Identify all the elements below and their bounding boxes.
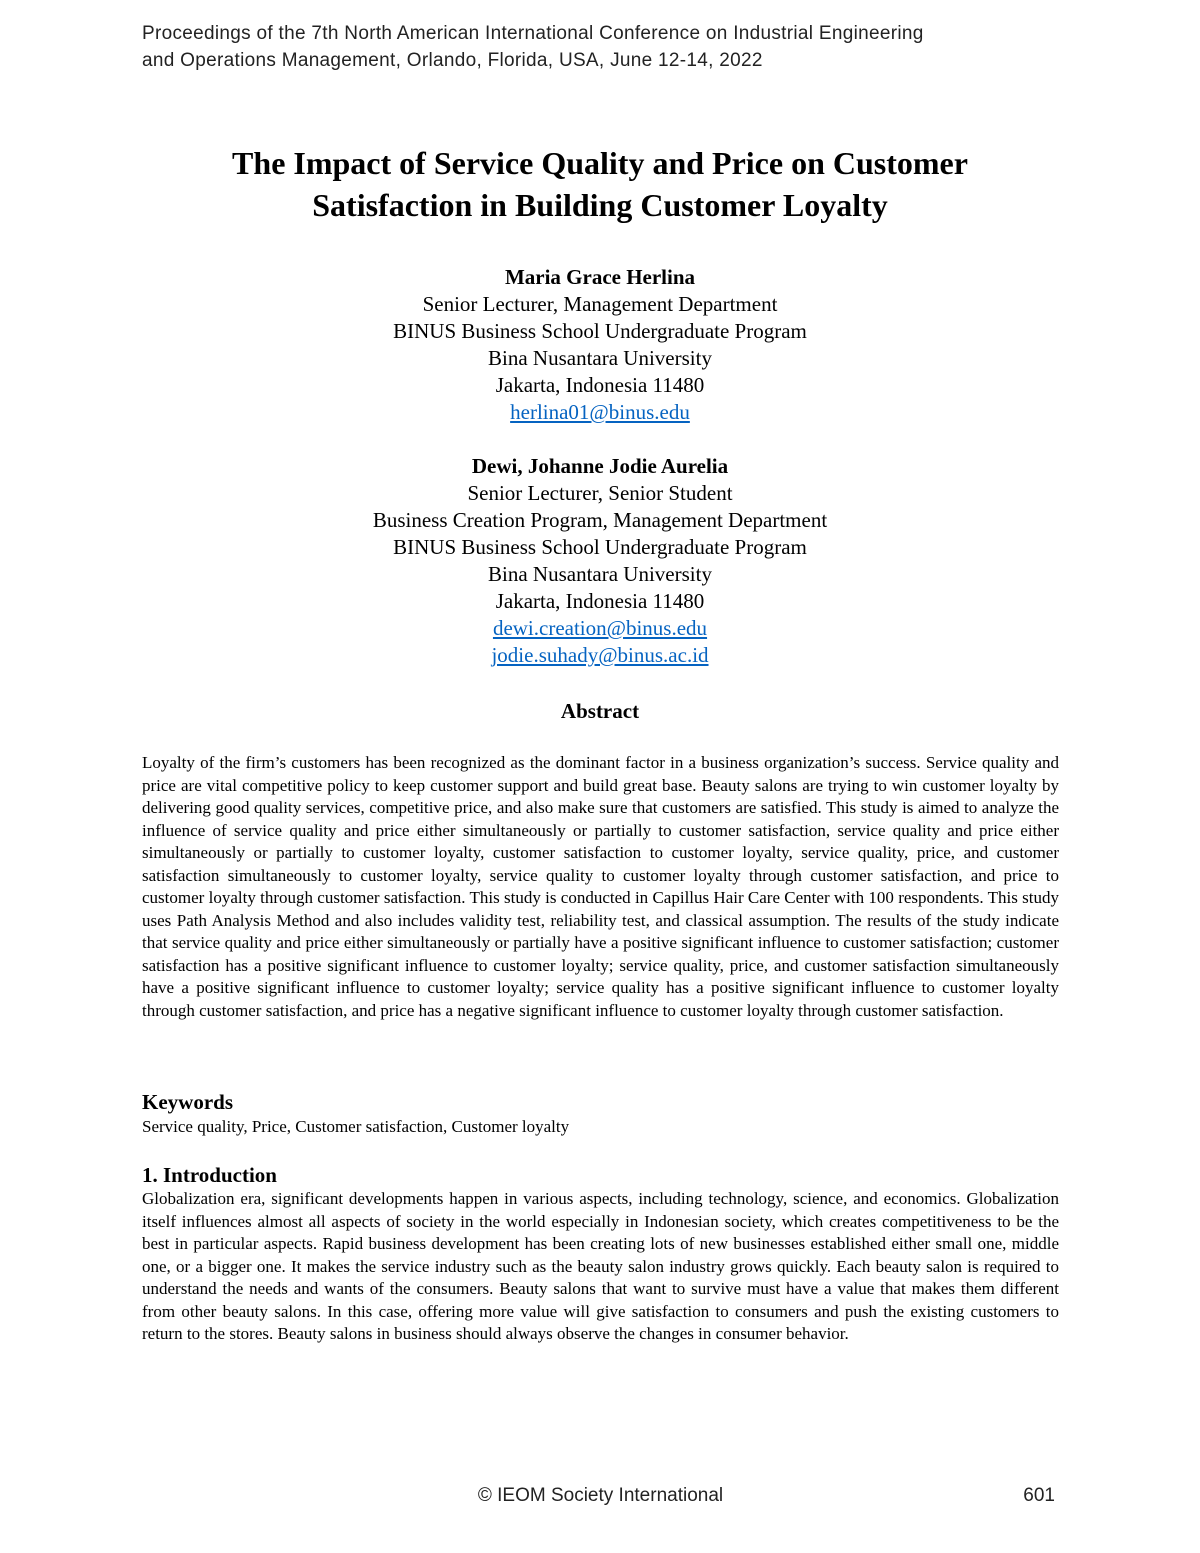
author-affiliation-line: Jakarta, Indonesia 11480 [495, 589, 705, 613]
page-footer [142, 1482, 1059, 1510]
author-block-2 [100, 453, 1100, 669]
author-email-link[interactable]: jodie.suhady@binus.ac.id [491, 643, 709, 667]
footer-copyright: © IEOM Society International [477, 1485, 724, 1506]
author-email-link[interactable]: herlina01@binus.edu [510, 400, 690, 424]
abstract-text: Loyalty of the firm’s customers has been recognized as the dominant factor in a business organization’s success. Service quality and price are vital competitive policy to keep customer support and build great base. Beauty salons are trying to win customer loyalty by delivering good quality services, competitive price, and also make sure that customers are satisfied. This study is aimed to analyze the influence of service quality and price either simultaneously or partially to customer satisfaction, service quality and price either simultaneously or partially to customer loyalty, customer satisfaction to customer loyalty, service quality, price, and customer satisfaction simultaneously to customer loyalty, service quality to customer loyalty through customer satisfaction, and price to customer loyalty through customer satisfaction. This study is conducted in Capillus Hair Care Center with 100 respondents. This study uses Path Analysis Method and also includes validity test, reliability test, and classical assumption. The results of the study indicate that service quality and price either simultaneously or partially have a positive significant influence to customer satisfaction; customer satisfaction has a positive significant influence to customer loyalty; service quality, price, and customer satisfaction simultaneously have a positive significant influence to customer loyalty; service quality has a positive significant influence to customer loyalty through customer satisfaction, and price has a negative significant influence to customer loyalty through customer satisfaction. [142, 753, 1059, 1020]
author-affiliation-line: Senior Lecturer, Senior Student [467, 481, 733, 505]
introduction-text: Globalization era, significant developments happen in various aspects, including technology, science, and economics. Globalization itself influences almost all aspects of society in the world especially in Indonesian society, which creates competitiveness to be the best in particular aspects. Rapid business development has been creating lots of new businesses established either small one, middle one, or a bigger one. It makes the service industry such as the beauty salon industry grows quickly. Each beauty salon is required to understand the needs and wants of the consumers. Beauty salons that want to survive must have a value that makes them different from other beauty salons. In this case, offering more value will give satisfaction to consumers and push the existing customers to return to the stores. Beauty salons in business should always observe the changes in consumer behavior. [142, 1189, 1059, 1343]
proceedings-header [142, 20, 1062, 74]
page-number: 601 [1023, 1485, 1055, 1506]
introduction-heading: 1. Introduction [142, 1163, 277, 1187]
keywords-heading: Keywords [142, 1090, 233, 1114]
author-affiliation-line: Jakarta, Indonesia 11480 [495, 373, 705, 397]
author-affiliation-line: Senior Lecturer, Management Department [422, 292, 778, 316]
header-line-1: Proceedings of the 7th North American International Conference on Industrial Engineering [142, 23, 924, 44]
author-affiliation-line: BINUS Business School Undergraduate Program [393, 319, 807, 343]
author-affiliation-line: Bina Nusantara University [488, 346, 712, 370]
header-line-2: and Operations Management, Orlando, Florida, USA, June 12-14, 2022 [142, 50, 763, 71]
author-email-link[interactable]: dewi.creation@binus.edu [492, 616, 708, 640]
title-line-1: The Impact of Service Quality and Price on Customer [232, 145, 968, 181]
keywords-text: Service quality, Price, Customer satisfaction, Customer loyalty [142, 1117, 570, 1136]
title-line-2: Satisfaction in Building Customer Loyalty [312, 187, 888, 223]
abstract-heading: Abstract [560, 699, 640, 723]
author-block-1 [100, 264, 1100, 426]
author-list [100, 264, 1100, 669]
author-name: Dewi, Johanne Jodie Aurelia [471, 454, 729, 478]
author-affiliation-line: BINUS Business School Undergraduate Program [393, 535, 807, 559]
author-affiliation-line: Bina Nusantara University [488, 562, 712, 586]
paper-title [100, 142, 1100, 226]
author-affiliation-line: Business Creation Program, Management Department [372, 508, 828, 532]
author-name: Maria Grace Herlina [504, 265, 696, 289]
